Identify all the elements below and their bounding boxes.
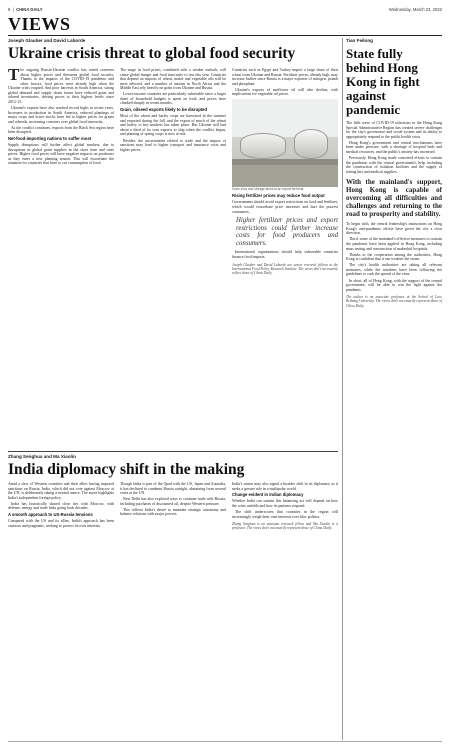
article-divider: [8, 451, 338, 452]
header-rule: [8, 35, 442, 36]
article1-pull-quote: Higher fertilizer prices and export restrictions could further increase costs for food producers and consumers.: [236, 217, 338, 247]
article2-paragraph: Compared with the US and its allies, India's approach has been cautious and pragmatic, seeking to protect its own interests.: [8, 519, 114, 528]
article1-paragraph: Ukraine's exports of sunflower oil will also decline, with implications for vegetable oil prices.: [232, 87, 338, 97]
sidebar-paragraph: The city's health authorities are taking all relevant measures, while the residents have been following the guidelines to curb the spread of the virus.: [346, 263, 442, 277]
article2-paragraph: Though India is part of the Quad with the US, Japan and Australia, it has declined to condemn Russia outright, abstaining from several votes at the UN.: [120, 482, 226, 496]
sidebar-body: [346, 121, 442, 308]
photo-caption: Grain silos and storage tanks at an export terminal.: [232, 187, 305, 192]
article1-author-bio: Joseph Glauber and David Laborde are senior research fellows at the International Food Policy Research Institute. The views don't necessarily reflect those of China Daily.: [232, 262, 338, 275]
article2-byline-row: [8, 454, 338, 459]
article2-paragraph: India has historically shared close ties with Moscow, with defense, energy and trade links going back decades.: [8, 501, 114, 511]
sidebar-paragraph: Thanks to the cooperation among the authorities, Hong Kong is confident that it can weather the storm.: [346, 252, 442, 262]
photo-ground: [232, 165, 338, 187]
article1-subhead: Grain, oilseed exports likely to be disrupted: [120, 106, 208, 112]
sidebar-article: [346, 38, 442, 740]
article2-paragraph: Amid a slew of Western countries and their allies having imposed sanctions on Russia, India, which did not vote against Moscow at the UN, is deliberately taking a neutral stance. The move highlights India's independent foreign policy.: [8, 482, 114, 500]
paragraph-text: he ongoing Russia-Ukraine conflict has raised concerns about higher prices and threatens global food security. Thanks to the impacts of the COVID-19 pandemic and other factors, food prices were already high when the Ukraine crisis erupted. And poor harvests in South America, strong global demand and supply chain issues have reduced grain and oilseed inventories, driving prices to their highest levels since 2012-13.: [8, 68, 114, 104]
article1-paragraph: Besides, the uncertainties related to trade and the impact of sanctions may lead to higher transport and insurance costs and higher prices.: [120, 138, 226, 152]
article2-paragraph: New Delhi has also explored ways to continue trade with Russia, including purchases of discounted oil, despite Western pressure.: [120, 497, 226, 506]
article1-byline-row: [8, 38, 338, 43]
sidebar-paragraph: Hong Kong's government and central mechanisms have been under pressure, with a shortage of hospital beds and medical resources, and the public's anxiety has increased.: [346, 140, 442, 154]
article1-paragraph: Lower-income countries are particularly vulnerable since a larger share of household budgets is spent on food, and prices have climbed sharply in recent months.: [120, 92, 226, 106]
page-header-bar: [8, 4, 442, 14]
section-title: VIEWS: [8, 14, 71, 34]
article1-photo: [232, 99, 338, 187]
footer-rule: [8, 741, 442, 742]
article2-column-1: [8, 482, 114, 740]
article2-author-bio: Zhang Senghua is an assistant research fellow and Ma Xiaolin is a professor. The views don't necessarily represent those of China Daily.: [232, 522, 338, 531]
sidebar-headline: State fully behind Hong Kong in fight against pandemic: [346, 46, 420, 117]
article1-paragraph: [8, 68, 114, 104]
sidebar-author: Tian Feilong: [346, 38, 373, 43]
date-line: Wednesday, March 23, 2022: [388, 6, 442, 12]
article1-paragraph: International organizations should help vulnerable countries finance food imports.: [232, 250, 338, 260]
article1-subhead: Net-food-importing nations to suffer most: [8, 135, 92, 141]
article1-headline: Ukraine crisis threat to global food security: [8, 45, 296, 62]
article1-paragraph: Supply disruptions will further affect global markets, due to disruptions in global grain supplies in the short term and raise prices. Higher food prices will have negative impacts on producers as they enter a new planting season. This will exacerbate the situation for countries that have to cut consumption of food.: [8, 143, 114, 166]
article1-paragraph: As the conflict continues, exports from the Black Sea region have been disrupted.: [8, 125, 114, 135]
article1-paragraph: Countries such as Egypt and Turkey import a large share of their wheat from Ukraine and Russia. Fertilizer prices, already high, may increase further since Russia is a major exporter of nitrogen, potash and phosphate.: [232, 68, 338, 86]
article2-paragraph: This reflects India's desire to maintain strategic autonomy and balance relations with major powers.: [120, 507, 226, 517]
article2-column-3: [232, 482, 338, 740]
article1-column-3: [232, 68, 338, 448]
article2-authors: Zhang Senghua and Ma Xiaolin: [8, 454, 76, 459]
article1-body: [8, 68, 338, 448]
sidebar-pull-quote: With the mainland's support, Hong Kong is capable of overcoming all difficulties and challenges and returning to the road to prosperity and stability.: [346, 178, 442, 219]
sidebar-paragraph: Third, some of the mainland's effective measures to contain the pandemic have been applied in Hong Kong, including mass testing and construction of makeshift hospitals.: [346, 237, 442, 251]
sidebar-paragraph: In short, all of Hong Kong, with the support of the central government, will be able to win the fight against the pandemic.: [346, 278, 442, 292]
article1-paragraph: Governments should avoid export restrictions on food and fertilizer, which would exacerbate price increases and hurt the poorest consumers.: [232, 200, 338, 214]
article1-paragraph: Ukraine's exports have also reached record highs in recent years. Increases in production in South America, reduced plantings of major crops and lower stocks have led to higher prices for grains and oilseeds, increasing concerns over global food insecurity.: [8, 105, 114, 124]
publication-name: CHINA DAILY: [16, 6, 43, 12]
article1-paragraph: The surge in food prices, combined with a weaker outlook, will cause global hunger and food insecurity to rise this year. Countries that depend on imports of wheat, maize and vegetable oils will be most affected, and a number of nations in North Africa and the Middle East rely heavily on grain from Ukraine and Russia.: [120, 68, 226, 91]
article2-headline: India diplomacy shift in the making: [8, 461, 245, 478]
sidebar-paragraph: To begin with, the central leadership's instructions on Hong Kong's anti-pandemic efforts have given the city a clear direction.: [346, 222, 442, 236]
page-header-left: 8 | CHINA DAILY: [8, 6, 43, 12]
article1-column-1: [8, 68, 114, 448]
sidebar-paragraph: The fifth wave of COVID-19 infections in the Hong Kong Special Administrative Region has created severe challenges for the city's governance and social system and its ability to appropriately respond to the public health crisis.: [346, 121, 442, 139]
drop-cap: T: [8, 68, 20, 84]
article1-subhead: Rising fertilizer prices may reduce food output: [232, 193, 325, 199]
article2-paragraph: India's stance may also signal a broader shift in its diplomacy as it seeks a greater role in a multipolar world.: [232, 482, 338, 491]
article2-paragraph: The shift underscores that countries in the region will increasingly weigh their own interests over bloc politics.: [232, 510, 338, 519]
article2-paragraph: Whether India can sustain this balancing act will depend on how the crisis unfolds and how its partners respond.: [232, 499, 338, 508]
sidebar-paragraph: Previously, Hong Kong made concerted efforts to contain the pandemic with the central government's help, including the construction of isolation facilities and the supply of testing kits and medical supplies.: [346, 156, 442, 174]
article1-column-2: [120, 68, 226, 448]
article2-subhead: A smooth approach to US-Russia tensions: [8, 511, 93, 517]
column-divider: [342, 38, 343, 740]
article2-subhead: Change evident in Indian diplomacy: [232, 492, 304, 498]
photo-storage-tank: [294, 129, 328, 159]
article1-authors: Joseph Glauber and David Laborde: [8, 38, 86, 43]
article2-body: [8, 482, 338, 740]
article1-paragraph: Most of the wheat and barley crops are harvested in the summer and exported during the fall, and the export of much of the wheat and barley to key markets has taken place. But Ukraine still had about a third of its corn exports to ship when the conflict began, and planting of spring crops is now at risk.: [120, 114, 226, 137]
photo-storage-tank: [240, 133, 286, 159]
article2-column-2: [120, 482, 226, 740]
page-number: 8: [8, 6, 11, 12]
sidebar-author-bio: The author is an associate professor at the School of Law, Beihang University. The views don't necessarily represent those of China Daily.: [346, 295, 442, 308]
